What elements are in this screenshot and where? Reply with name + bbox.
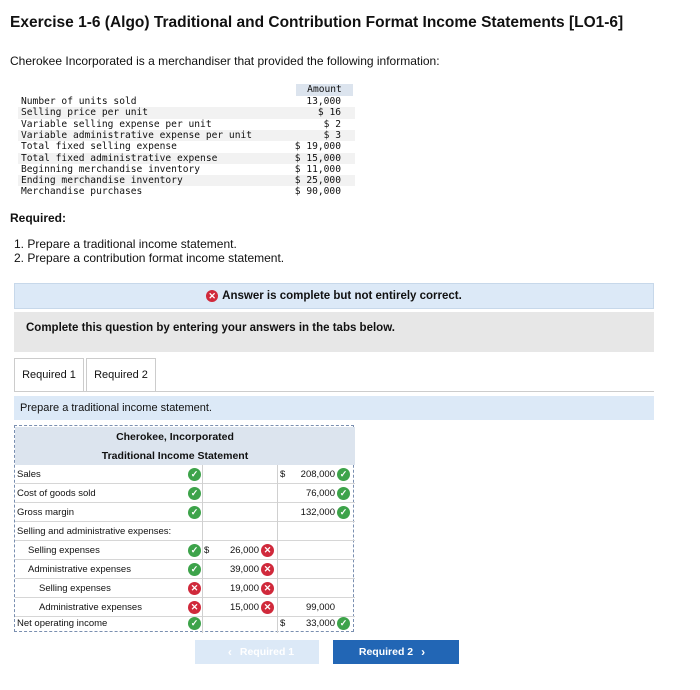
- instructions-box: [14, 312, 654, 352]
- row-label-input[interactable]: Selling expenses: [39, 583, 111, 594]
- table-row: Net operating income ✓ $ 33,000 ✓: [15, 614, 355, 633]
- chevron-left-icon: ‹: [227, 645, 232, 659]
- tab-required-1[interactable]: Required 1: [14, 358, 84, 392]
- table-row: Selling expenses ✓ $ 26,000 ✕: [15, 541, 355, 560]
- prev-button[interactable]: ‹ Required 1: [195, 640, 319, 664]
- check-icon: ✓: [337, 468, 350, 481]
- check-icon: ✓: [188, 487, 201, 500]
- required-list: [14, 237, 284, 265]
- check-icon: ✓: [188, 506, 201, 519]
- given-row: Total fixed selling expense $ 19,000: [21, 141, 341, 153]
- tab-required-2[interactable]: Required 2: [86, 358, 156, 392]
- row-label-input[interactable]: Selling expenses: [28, 545, 100, 556]
- check-icon: ✓: [188, 617, 201, 630]
- amount-input[interactable]: 132,000: [300, 507, 335, 518]
- x-circle-icon: ✕: [261, 601, 274, 614]
- given-row: Number of units sold 13,000: [21, 96, 341, 107]
- row-label-input[interactable]: Administrative expenses: [28, 564, 131, 575]
- x-circle-icon: ✕: [261, 582, 274, 595]
- table-row: [15, 503, 355, 522]
- table-row: [15, 522, 355, 541]
- feedback-banner: [14, 283, 654, 309]
- statement-title: Traditional Income Statement: [15, 446, 355, 465]
- row-label-input[interactable]: Gross margin: [17, 507, 75, 518]
- check-icon: ✓: [188, 468, 201, 481]
- amount-column-header: Amount: [296, 84, 353, 96]
- table-row: [15, 579, 355, 598]
- required-item: 2. Prepare a contribution format income statement.: [14, 251, 285, 265]
- x-circle-icon: ✕: [261, 563, 274, 576]
- total-input[interactable]: 99,000: [305, 602, 335, 613]
- row-label-input[interactable]: Selling and administrative expenses:: [17, 526, 172, 537]
- page-title: Exercise 1-6 (Algo) Traditional and Contribution Format Income Statements [LO1-6]: [10, 14, 624, 31]
- chevron-right-icon: ›: [421, 645, 426, 659]
- given-row: Total fixed administrative expense $ 15,000: [18, 153, 355, 164]
- amount-input[interactable]: 76,000: [305, 488, 335, 499]
- check-icon: ✓: [337, 617, 350, 630]
- statement-company: Cherokee, Incorporated: [15, 427, 355, 446]
- given-row: Selling price per unit $ 16: [18, 107, 355, 118]
- amount-input[interactable]: 19,000: [229, 583, 259, 594]
- row-label-input[interactable]: Cost of goods sold: [17, 488, 96, 499]
- given-row: Merchandise purchases $ 90,000: [21, 186, 341, 198]
- x-circle-icon: ✕: [206, 290, 218, 302]
- feedback-text: Answer is complete but not entirely correct.: [222, 290, 462, 302]
- next-button[interactable]: Required 2 ›: [333, 640, 459, 664]
- check-icon: ✓: [337, 487, 350, 500]
- amount-input[interactable]: 33,000: [305, 618, 335, 629]
- x-circle-icon: ✕: [188, 582, 201, 595]
- check-icon: ✓: [188, 544, 201, 557]
- row-label-input[interactable]: Sales: [17, 469, 41, 480]
- given-row: Variable selling expense per unit $ 2: [21, 118, 341, 130]
- x-circle-icon: ✕: [188, 601, 201, 614]
- table-row: [15, 560, 355, 579]
- check-icon: ✓: [188, 563, 201, 576]
- intro-text: Cherokee Incorporated is a merchandiser that provided the following information:: [10, 54, 440, 68]
- amount-input[interactable]: 39,000: [229, 564, 259, 575]
- table-row: [15, 484, 355, 503]
- given-row: Variable administrative expense per unit $ 3: [18, 130, 355, 141]
- income-statement: [14, 425, 354, 632]
- table-row: Sales ✓ $ 208,000 ✓: [15, 465, 355, 484]
- given-row: Ending merchandise inventory $ 25,000: [18, 175, 355, 186]
- required-item: 1. Prepare a traditional income statement.: [14, 237, 237, 251]
- given-row: Beginning merchandise inventory $ 11,000: [21, 163, 341, 175]
- row-label-input[interactable]: Administrative expenses: [39, 602, 142, 613]
- amount-input[interactable]: 26,000: [229, 545, 259, 556]
- instructions-text: Complete this question by entering your answers in the tabs below.: [26, 322, 395, 334]
- required-heading: Required:: [10, 211, 67, 225]
- tab-instruction: Prepare a traditional income statement.: [14, 396, 654, 420]
- amount-input[interactable]: 15,000: [229, 602, 259, 613]
- check-icon: ✓: [337, 506, 350, 519]
- row-label-input[interactable]: Net operating income: [17, 618, 108, 629]
- x-circle-icon: ✕: [261, 544, 274, 557]
- amount-input[interactable]: 208,000: [300, 469, 335, 480]
- tab-divider: [14, 391, 654, 392]
